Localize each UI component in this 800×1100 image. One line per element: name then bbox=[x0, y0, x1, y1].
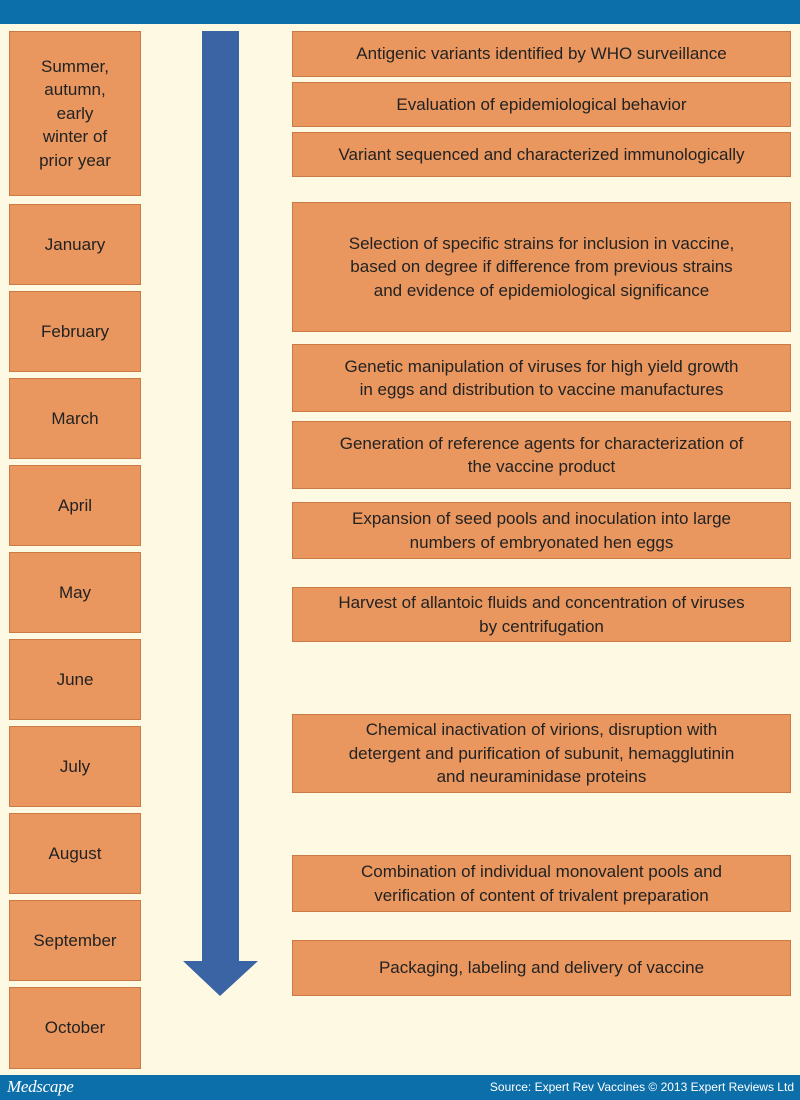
footer-bar bbox=[0, 1075, 800, 1100]
period-prior-year: Summer, autumn, early winter of prior year bbox=[9, 31, 141, 196]
period-february: February bbox=[9, 291, 141, 372]
step-seed-pools: Expansion of seed pools and inoculation into large numbers of embryonated hen eggs bbox=[292, 502, 791, 559]
step-reference-agents: Generation of reference agents for characterization of the vaccine product bbox=[292, 421, 791, 489]
step-combination: Combination of individual monovalent pools and verification of content of trivalent preparation bbox=[292, 855, 791, 912]
step-inactivation: Chemical inactivation of virions, disruption with detergent and purification of subunit, hemagglutinin and neuraminidase proteins bbox=[292, 714, 791, 793]
period-june: June bbox=[9, 639, 141, 720]
period-january: January bbox=[9, 204, 141, 285]
step-strain-selection: Selection of specific strains for inclusion in vaccine, based on degree if difference from previous strains and evidence of epidemiological significance bbox=[292, 202, 791, 332]
period-march: March bbox=[9, 378, 141, 459]
period-august: August bbox=[9, 813, 141, 894]
source-credit: Source: Expert Rev Vaccines © 2013 Expert Reviews Ltd bbox=[489, 1080, 794, 1094]
step-sequencing: Variant sequenced and characterized immunologically bbox=[292, 132, 791, 177]
step-evaluation: Evaluation of epidemiological behavior bbox=[292, 82, 791, 127]
period-october: October bbox=[9, 987, 141, 1069]
step-genetic-manipulation: Genetic manipulation of viruses for high yield growth in eggs and distribution to vaccine manufactures bbox=[292, 344, 791, 412]
medscape-logo: Medscape bbox=[7, 1077, 74, 1096]
period-april: April bbox=[9, 465, 141, 546]
period-may: May bbox=[9, 552, 141, 633]
period-september: September bbox=[9, 900, 141, 981]
step-antigenic-variants: Antigenic variants identified by WHO surveillance bbox=[292, 31, 791, 77]
period-july: July bbox=[9, 726, 141, 807]
step-harvest: Harvest of allantoic fluids and concentration of viruses by centrifugation bbox=[292, 587, 791, 642]
arrow-head bbox=[183, 961, 258, 996]
arrow-shaft bbox=[202, 31, 239, 963]
step-packaging: Packaging, labeling and delivery of vaccine bbox=[292, 940, 791, 996]
